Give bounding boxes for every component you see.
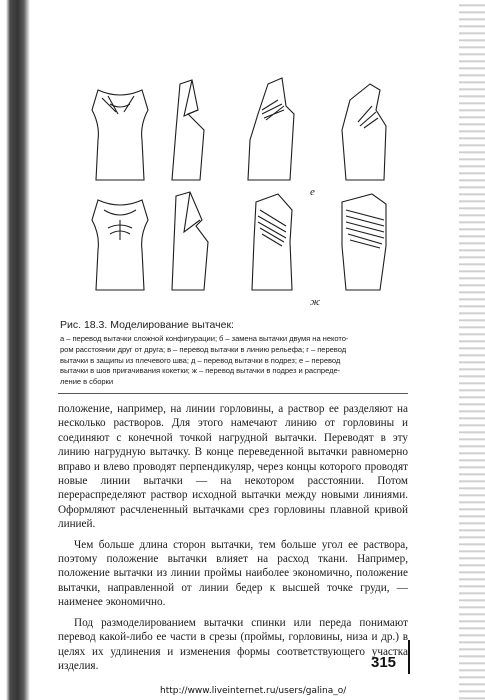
- dart-modeling-figures: [80, 70, 410, 315]
- caption-line: а – перевод вытачки сложной конфигурации; б – замена вытачки двумя на некото-: [60, 334, 349, 343]
- caption-title: Рис. 18.3. Моделирование вытачек:: [60, 319, 234, 331]
- figure-a-bodice: [92, 90, 148, 180]
- figure-caption: [60, 319, 405, 388]
- figure-g-pattern: [342, 84, 386, 180]
- figure-d-pattern: [172, 192, 208, 290]
- figure-d-bodice: [92, 200, 148, 290]
- scan-shadow-left: [0, 0, 30, 700]
- page-number: 315: [371, 654, 397, 671]
- body-paragraph: положение, например, на линии горловины, а раствор ее разделяют на несколько растворов. Для этого намечают линию от горловины и соединяют с конечной точкой нагрудной вытачки. Переводят в эту линию нагрудную вытачку. В конце переведенной вытачки равномерно вправо и влево проводят перпендикуляр, через концы которого проводят новые линии вытачки — на некотором расстоянии. Потом перераспределяют раствор исходной вытачки между новыми линиями. Оформляют расчлененный вытачками срез горловины плавной кривой линией.: [58, 403, 408, 531]
- caption-body: [60, 334, 405, 388]
- footer-url[interactable]: http://www.liveinternet.ru/users/galina_o/: [160, 686, 347, 696]
- figure-v-pattern: [248, 78, 294, 180]
- figure-e-pattern: [252, 194, 292, 290]
- caption-line: ление в сборки: [60, 377, 114, 387]
- caption-divider: [58, 393, 408, 394]
- caption-line: вытачки в защипы из плечевого шва; д – перевод вытачки в подрез; е – перевод: [60, 355, 341, 365]
- scan-noise-right: [459, 0, 485, 700]
- body-paragraph: Чем больше длина сторон вытачки, тем больше угол ее раствора, поэтому положение вытачки влияет на расход ткани. Например, положение вытачки из линии проймы наиболее экономично, положение вытачки, направленной от линии бедер к высшей точке груди, — наименее экономично.: [58, 538, 408, 609]
- caption-line: вытачки в шов пригачивания кокетки; ж – перевод вытачки в подрез и распреде-: [60, 366, 341, 376]
- figure-letter-zh: ж: [310, 296, 321, 308]
- figure-zh-pattern: [342, 194, 386, 290]
- page-number-bar: [408, 640, 410, 674]
- figure-letter-e: е: [310, 186, 315, 198]
- caption-line: ром расстоянии друг от друга; в – перевод вытачки в линию рельефа; г – перевод: [60, 344, 347, 354]
- body-text: [58, 402, 408, 673]
- body-paragraph: Под размоделированием вытачки спинки или переда понимают перевод какой-либо ее части в срезы (проймы, горловины, низа и др.) в целях их удлинения и изменения формы соответствующего участка изделия.: [58, 616, 408, 672]
- figure-b-pattern: [172, 80, 204, 180]
